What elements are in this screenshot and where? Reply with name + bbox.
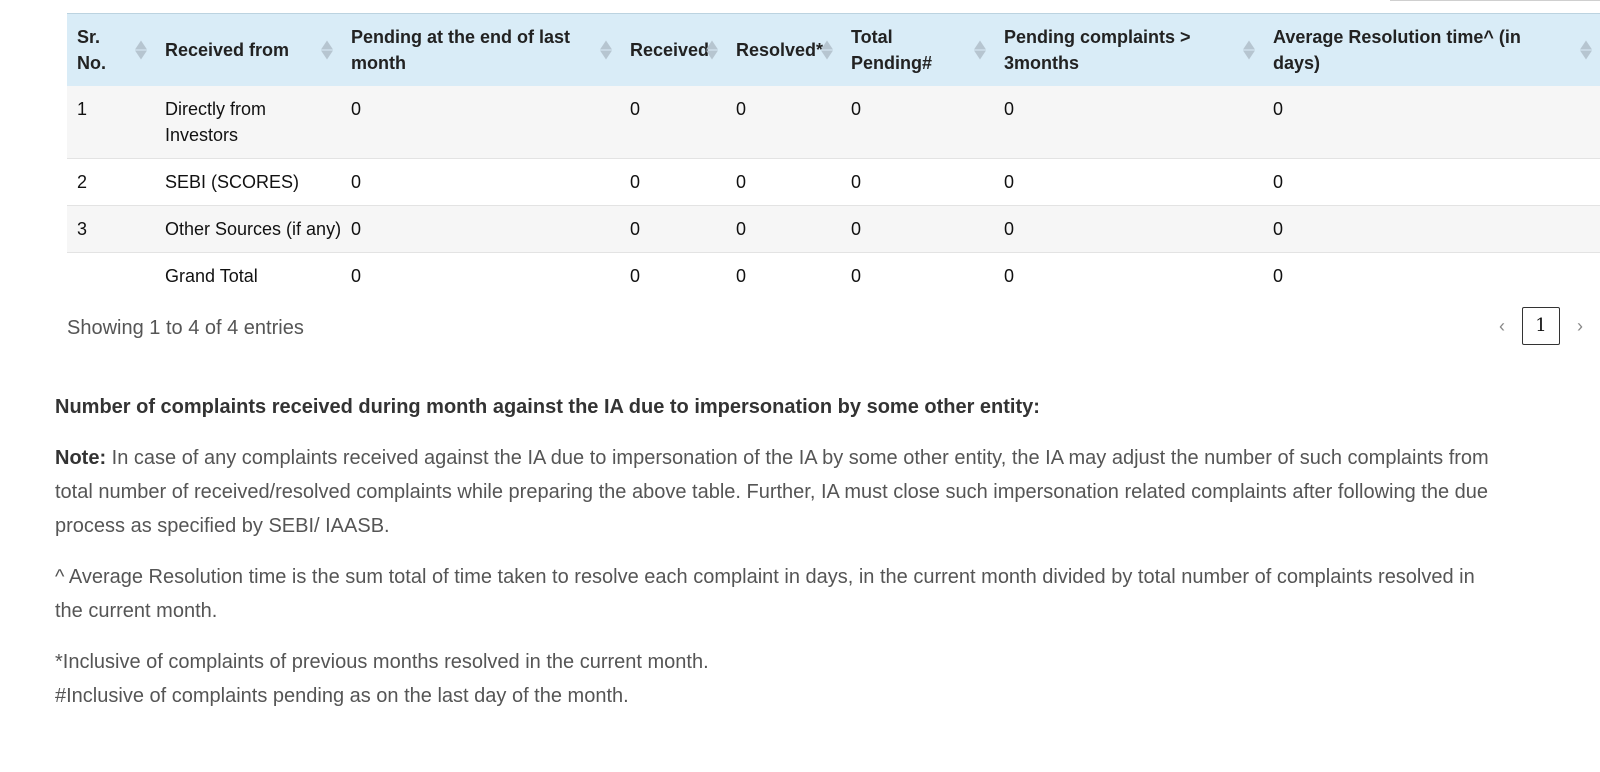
table-cell: 0: [1004, 219, 1015, 239]
sort-icon: [321, 41, 333, 60]
complaints-table: [67, 13, 1600, 299]
table-cell: 0: [1273, 172, 1284, 192]
table-cell: Grand Total: [165, 266, 258, 286]
table-cell: 0: [630, 266, 641, 286]
column-header-received[interactable]: Received: [620, 14, 726, 87]
sort-icon: [1580, 41, 1592, 60]
table-cell: 0: [351, 266, 362, 286]
column-header-sr-no[interactable]: Sr. No.: [67, 14, 155, 87]
column-header-total-pending[interactable]: Total Pending#: [841, 14, 994, 87]
entries-info: Showing 1 to 4 of 4 entries: [67, 317, 304, 339]
table-row-grand-total: [67, 253, 1600, 300]
sort-icon: [706, 41, 718, 60]
column-header-pending-last-month[interactable]: Pending at the end of last month: [341, 14, 620, 87]
table-cell: 0: [630, 172, 641, 192]
previous-page-icon[interactable]: ‹: [1499, 316, 1505, 336]
table-cell: 0: [1273, 219, 1284, 239]
complaints-table-container: [67, 13, 1600, 299]
column-header-pending-3-months[interactable]: Pending complaints > 3months: [994, 14, 1263, 87]
sort-icon: [1243, 41, 1255, 60]
sort-icon: [600, 41, 612, 60]
table-cell: 0: [1004, 99, 1015, 119]
top-divider: [1390, 0, 1600, 1]
table-cell: 0: [851, 266, 862, 286]
table-cell: SEBI (SCORES): [165, 172, 300, 192]
table-cell: Other Sources (if any): [165, 219, 342, 239]
table-cell: 0: [1004, 172, 1015, 192]
table-row: [67, 159, 1600, 206]
table-cell: 0: [351, 219, 362, 239]
table-cell: 0: [851, 219, 862, 239]
table-cell: 0: [1273, 266, 1284, 286]
next-page-icon[interactable]: ›: [1577, 316, 1583, 336]
resolved-footnote: *Inclusive of complaints of previous months resolved in the current month.: [55, 651, 709, 673]
table-row: [67, 206, 1600, 253]
notes-section: [55, 390, 1495, 713]
table-cell: 0: [736, 219, 747, 239]
impersonation-heading: Number of complaints received during month against the IA due to impersonation by some other entity:: [55, 396, 1040, 418]
table-cell: 1: [77, 99, 88, 119]
table-footer: [67, 308, 1600, 348]
table-cell: 0: [736, 266, 747, 286]
table-cell: 0: [351, 99, 362, 119]
table-cell: 0: [736, 99, 747, 119]
sort-icon: [974, 41, 986, 60]
table-cell: 0: [630, 219, 641, 239]
table-cell: 0: [851, 172, 862, 192]
table-cell: 0: [851, 99, 862, 119]
table-cell: 3: [77, 219, 88, 239]
pagination: [1482, 306, 1600, 346]
table-cell: 0: [351, 172, 362, 192]
table-cell: 0: [1004, 266, 1015, 286]
page-button-1[interactable]: 1: [1522, 307, 1560, 345]
sort-icon: [821, 41, 833, 60]
table-cell: 0: [736, 172, 747, 192]
table-cell: 0: [630, 99, 641, 119]
avg-resolution-note: ^ Average Resolution time is the sum total of time taken to resolve each complaint in days, in the current month divided by total number of complaints resolved in the current month.: [55, 566, 1475, 622]
table-cell: 0: [1273, 99, 1284, 119]
note-label: Note:: [55, 447, 107, 469]
column-header-avg-resolution-time[interactable]: Average Resolution time^ (in days): [1263, 14, 1600, 87]
note-text: In case of any complaints received against the IA due to impersonation of the IA by some other entity, the IA may adjust the number of such complaints from total number of received/resolved complaints while preparing the above table. Further, IA must close such impersonation related complaints after following the due process as specified by SEBI/ IAASB.: [55, 447, 1489, 537]
table-header-row: [67, 14, 1600, 87]
table-cell: [67, 253, 155, 300]
column-header-resolved[interactable]: Resolved*: [726, 14, 841, 87]
table-cell: 2: [77, 172, 88, 192]
pending-footnote: #Inclusive of complaints pending as on the last day of the month.: [55, 685, 629, 707]
sort-icon: [135, 41, 147, 60]
note-paragraph: [55, 441, 1495, 543]
table-row: [67, 86, 1600, 159]
table-cell: Directly from Investors: [165, 99, 267, 145]
column-header-received-from[interactable]: Received from: [155, 14, 341, 87]
